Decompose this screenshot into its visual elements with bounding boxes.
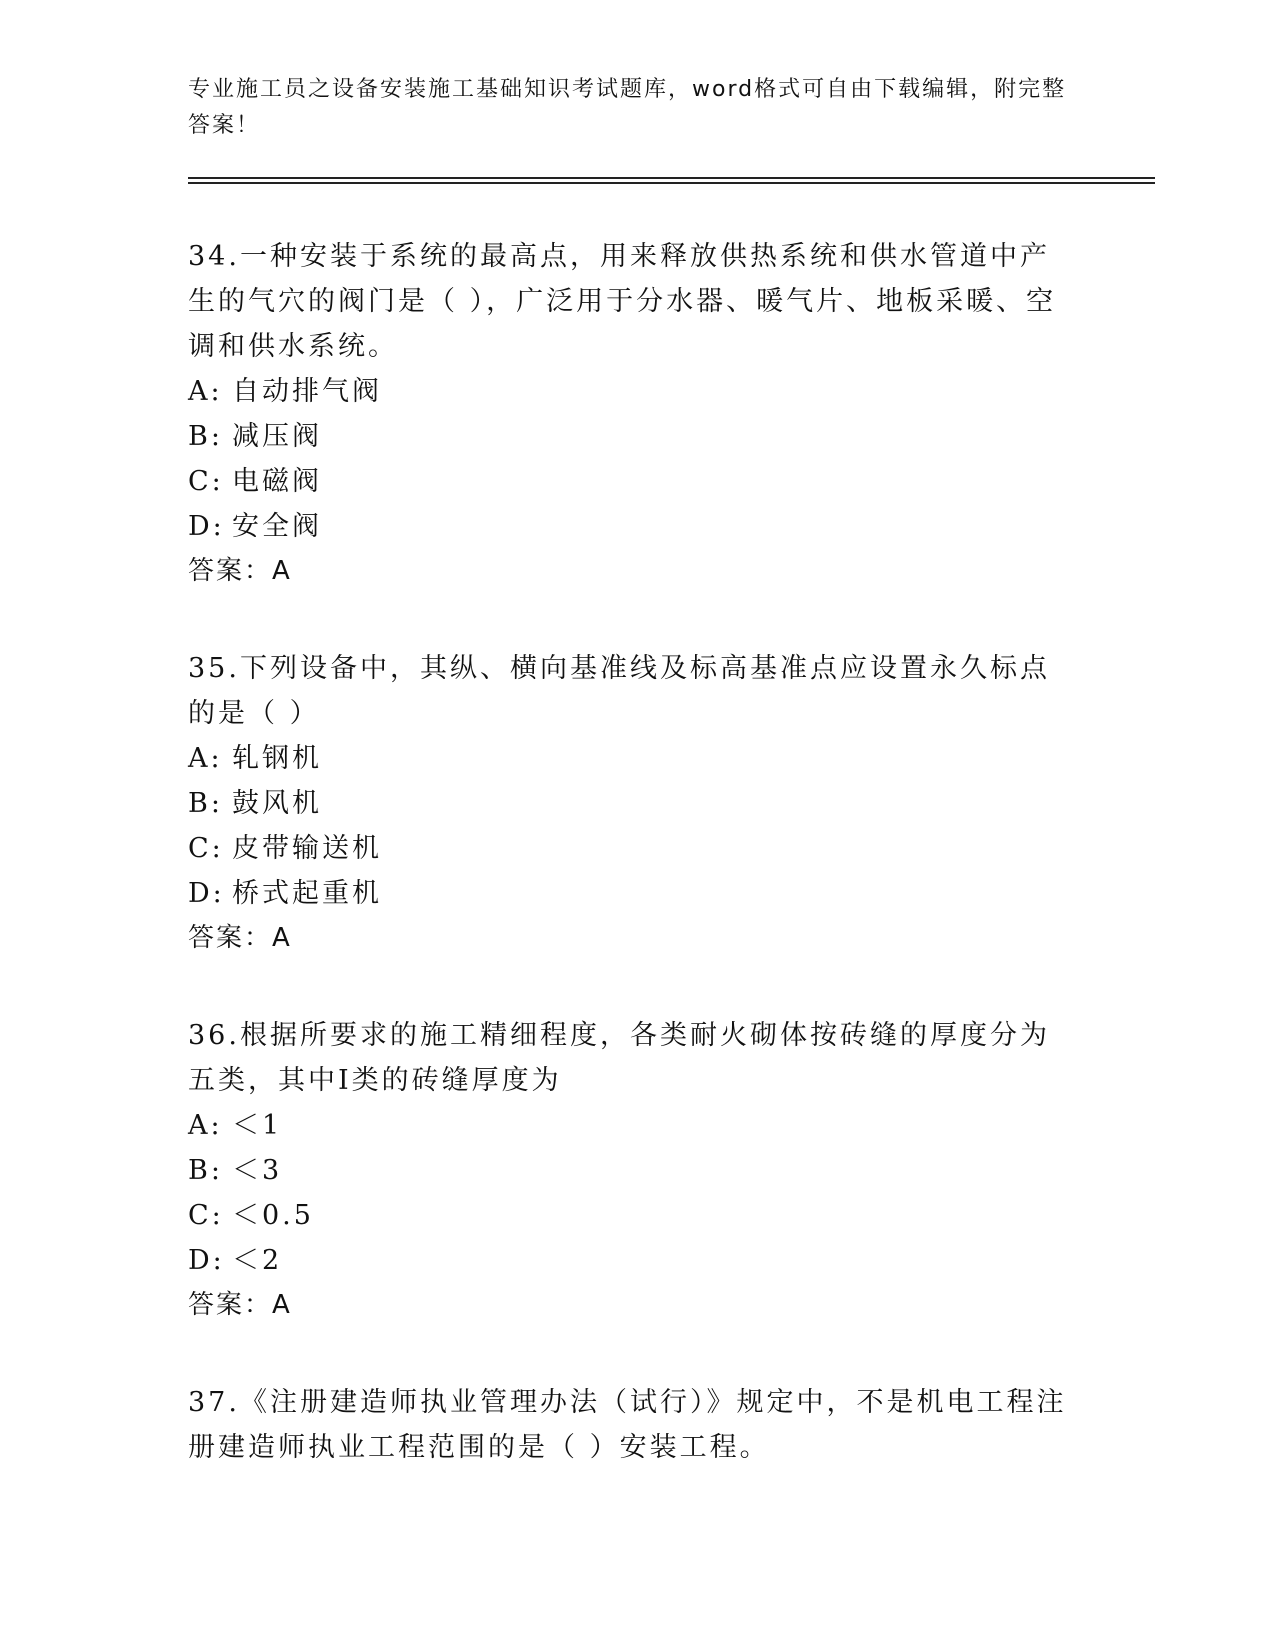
option-text: ＜2 [232,1245,283,1276]
answer-value: A [272,1290,292,1320]
answer-label: 答案： [188,556,273,586]
answer-line [188,1283,1078,1328]
option-text: ＜3 [232,1155,283,1186]
answer-line [188,549,1078,594]
header-divider-bottom [188,182,1155,184]
option-text: ＜1 [232,1110,283,1141]
option-text: 皮带输送机 [232,833,382,864]
option-letter: D: [188,511,225,542]
option-d [188,871,1078,916]
header-divider-top [188,177,1155,179]
option-letter: B: [188,1155,223,1186]
answer-value: A [272,556,292,586]
option-text: 电磁阀 [232,466,322,497]
option-a [188,369,1078,414]
option-a [188,1103,1078,1148]
question-text: 37.《注册建造师执业管理办法（试行）》规定中，不是机电工程注册建造师执业工程范围的是（ ）安装工程。 [188,1387,1067,1463]
option-c [188,1193,1078,1238]
option-letter: C: [188,1200,224,1231]
answer-label: 答案： [188,1290,273,1320]
question-36 [188,1013,1078,1328]
option-c [188,459,1078,504]
question-text: 36.根据所要求的施工精细程度，各类耐火砌体按砖缝的厚度分为五类，其中Ⅰ类的砖缝厚度为 [188,1020,1050,1096]
option-text: 安全阀 [232,511,322,542]
document-header: 专业施工员之设备安装施工基础知识考试题库，word格式可自由下载编辑，附完整答案！ [188,77,1067,138]
option-letter: C: [188,833,224,864]
option-text: 桥式起重机 [232,878,382,909]
option-letter: A: [188,376,223,407]
option-text: 减压阀 [232,421,322,452]
option-text: 自动排气阀 [232,376,382,407]
option-letter: A: [188,1110,223,1141]
option-letter: D: [188,1245,225,1276]
option-letter: A: [188,743,223,774]
option-letter: C: [188,466,224,497]
option-letter: B: [188,788,223,819]
answer-line [188,916,1078,961]
option-d [188,504,1078,549]
question-text: 34.一种安装于系统的最高点，用来释放供热系统和供水管道中产生的气穴的阀门是（ ），广泛用于分水器、暖气片、地板采暖、空调和供水系统。 [188,241,1057,362]
option-c [188,826,1078,871]
option-text: 轧钢机 [232,743,322,774]
option-b [188,1148,1078,1193]
question-34 [188,234,1078,594]
option-letter: B: [188,421,223,452]
option-b [188,414,1078,459]
option-letter: D: [188,878,225,909]
question-35 [188,646,1078,961]
option-b [188,781,1078,826]
option-a [188,736,1078,781]
option-text: 鼓风机 [232,788,322,819]
option-text: ＜0.5 [232,1200,314,1231]
question-37 [188,1380,1078,1470]
question-text: 35.下列设备中，其纵、横向基准线及标高基准点应设置永久标点的是（ ） [188,653,1050,729]
answer-value: A [272,923,292,953]
answer-label: 答案： [188,923,273,953]
option-d [188,1238,1078,1283]
